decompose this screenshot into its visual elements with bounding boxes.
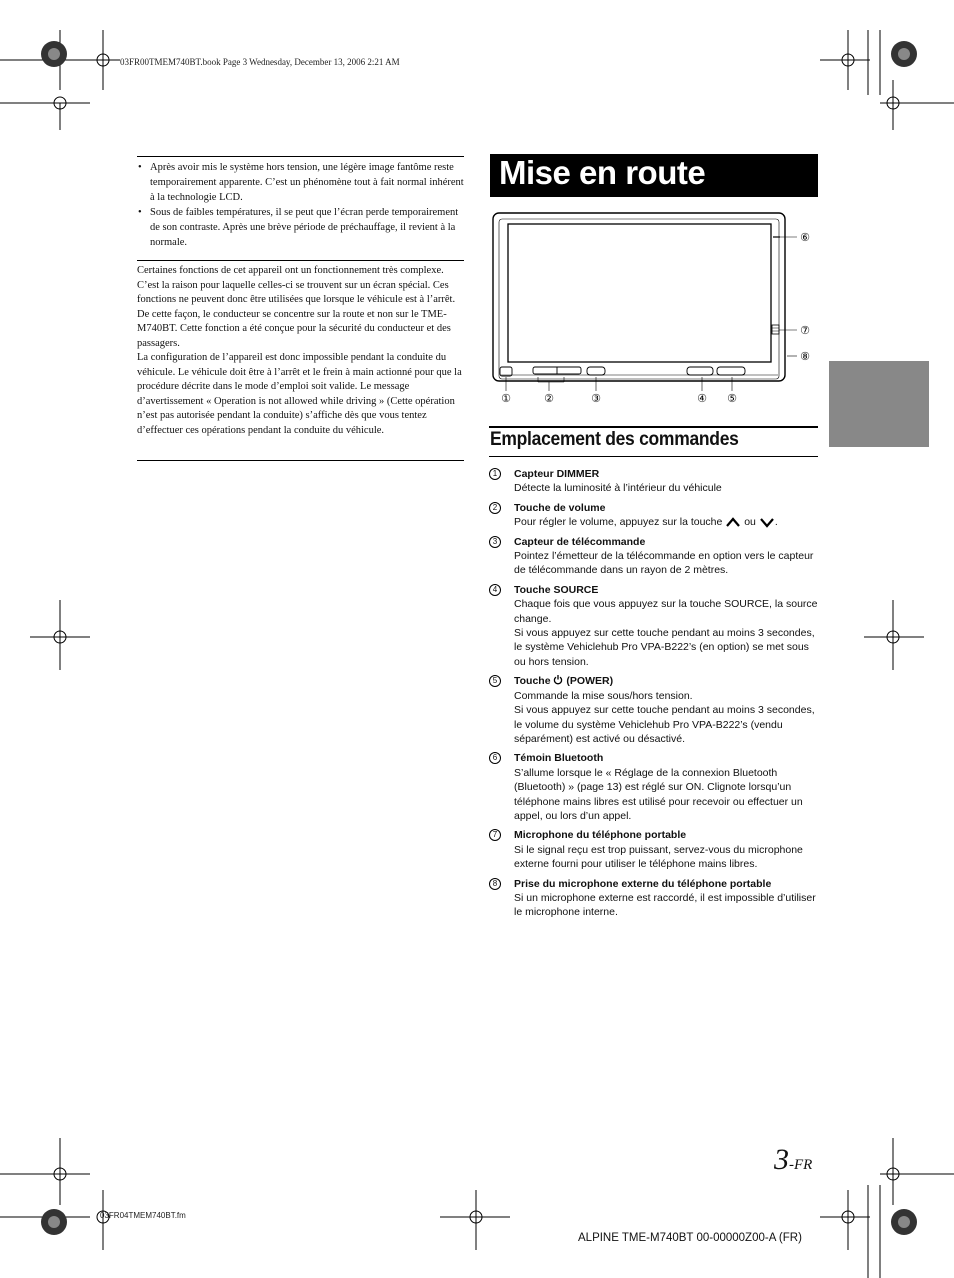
control-name: Microphone du téléphone portable xyxy=(514,829,687,842)
notes-list xyxy=(137,160,464,250)
note-item: • Après avoir mis le système hors tension, une légère image fantôme reste temporairement apparente. C’est un phénomène tout à fait normal inhérent à la technologie LCD. xyxy=(137,160,464,205)
safety-paragraph: La configuration de l’appareil est donc impossible pendant la conduite du véhicule. Le véhicule doit être à l’arrêt et le frein à main actionné pour que la procédure décrite dans le mode d’emploi soit valide. Le message d’avertissement « Operation is not allowed while driving » (Cette opération n’est pas autorisée pendant la conduite) s’affiche dès que vous tentez d’effectuer ces opérations pendant la conduite du véhicule. xyxy=(137,352,462,436)
control-item xyxy=(489,828,819,871)
title-bar xyxy=(490,154,818,197)
dimmer-sensor xyxy=(500,367,512,376)
callout-label: ③ xyxy=(591,393,601,405)
desc-text: . xyxy=(774,516,778,529)
callout-label: ⑤ xyxy=(727,393,737,405)
item-number: 1 xyxy=(489,468,501,480)
notes-top-rule xyxy=(137,156,464,157)
control-desc: Si un microphone externe est raccordé, il est impossible d’utiliser le microphone interne. xyxy=(514,891,816,919)
page-title: Mise en route xyxy=(499,154,706,191)
control-item xyxy=(489,535,819,578)
item-number: 8 xyxy=(489,878,501,890)
name-text: (POWER) xyxy=(566,675,614,688)
microphone xyxy=(772,325,779,334)
control-desc: Chaque fois que vous appuyez sur la touche SOURCE, la source change. xyxy=(514,598,818,625)
control-item xyxy=(489,877,819,920)
control-item xyxy=(489,583,819,669)
callout-label: ⑧ xyxy=(800,351,810,363)
control-desc: Si vous appuyez sur cette touche pendant au moins 3 secondes, le volume du système Vehiclehub Pro VPA-B222’s (vendu séparément) est activé ou désactivé. xyxy=(514,704,815,745)
control-desc xyxy=(514,515,819,529)
callout-label: ⑦ xyxy=(800,325,810,337)
name-text: Touche xyxy=(514,675,551,688)
source-key xyxy=(687,367,713,375)
item-number: 5 xyxy=(489,675,501,687)
control-name: Capteur de télécommande xyxy=(514,535,646,548)
control-name: Témoin Bluetooth xyxy=(514,752,604,765)
page-number-value: 3 xyxy=(774,1143,789,1176)
device-diagram xyxy=(490,210,818,410)
callout-label: ② xyxy=(544,393,554,405)
control-item xyxy=(489,751,819,823)
page-suffix: -FR xyxy=(789,1157,813,1173)
control-desc: S’allume lorsque le « Réglage de la connexion Bluetooth (Bluetooth) » (page 13) est réglé sur ON. Clignote lorsqu’un téléphone mains libres est utilisé pour recevoir ou effectuer un appel, ou lors d’un appel. xyxy=(514,766,803,822)
chevron-down-icon xyxy=(759,516,775,528)
item-number: 7 xyxy=(489,829,501,841)
callout-label: ④ xyxy=(697,393,707,405)
control-name: Prise du microphone externe du téléphone portable xyxy=(514,877,772,890)
note-item: • Sous de faibles températures, il se peut que l’écran perde temporairement de son contraste. Après une brève période de préchauffage, il revient à la normale. xyxy=(137,205,464,250)
section-heading: Emplacement des commandes xyxy=(490,429,739,450)
control-item xyxy=(489,674,819,746)
section-rule-top xyxy=(489,426,818,428)
remote-sensor xyxy=(587,367,605,375)
control-name: Touche de volume xyxy=(514,501,606,514)
control-name: Capteur DIMMER xyxy=(514,468,600,480)
safety-bottom-rule xyxy=(137,460,464,461)
chevron-up-icon xyxy=(725,516,741,528)
control-desc: Détecte la luminosité à l’intérieur du véhicule xyxy=(514,482,722,495)
control-desc: Si le signal reçu est trop puissant, servez-vous du microphone externe fourni pour utiliser le téléphone mains libres. xyxy=(514,843,803,871)
item-number: 3 xyxy=(489,536,501,548)
chapter-tab xyxy=(829,361,929,447)
model-footer: ALPINE TME-M740BT 00-00000Z00-A (FR) xyxy=(578,1232,802,1244)
safety-paragraph: Certaines fonctions de cet appareil ont un fonctionnement très complexe. C’est la raison pour laquelle celles-ci se trouvent sur un écran spécial. Ces fonctions ne peuvent donc être utilisées que lorsque le véhicule est à l’arrêt. De cette façon, le conducteur se concentre sur la route et non sur le TME-M740BT. Cette fonction a été conçue pour la sécurité du conducteur et des passagers. xyxy=(137,265,456,349)
controls-list xyxy=(489,467,819,925)
print-footer: 03FR04TMEM740BT.fm xyxy=(100,1211,186,1220)
control-desc: Commande la mise sous/hors tension. xyxy=(514,689,693,702)
callout-label: ① xyxy=(501,393,511,405)
print-header: 03FR00TMEM740BT.book Page 3 Wednesday, December 13, 2006 2:21 AM xyxy=(120,57,400,67)
power-key xyxy=(717,367,745,375)
notes-bottom-rule xyxy=(137,260,464,261)
callout-label: ⑥ xyxy=(800,232,810,244)
item-number: 2 xyxy=(489,502,501,514)
item-number: 4 xyxy=(489,584,501,596)
control-desc: Si vous appuyez sur cette touche pendant au moins 3 secondes, le système Vehiclehub Pro VPA-B222’s (en option) se met sous ou hors tension. xyxy=(514,627,815,668)
desc-text: ou xyxy=(744,516,756,529)
device-screen xyxy=(508,224,771,362)
control-item xyxy=(489,501,819,530)
control-name xyxy=(514,674,819,688)
control-item xyxy=(489,467,819,496)
safety-text xyxy=(137,264,464,438)
control-desc: Pointez l’émetteur de la télécommande en option vers le capteur de télécommande dans un rayon de 2 mètres. xyxy=(514,550,814,577)
section-rule-bottom xyxy=(489,456,818,457)
page-number xyxy=(774,1143,812,1177)
control-name: Touche SOURCE xyxy=(514,583,599,596)
device-bezel xyxy=(493,213,785,381)
power-icon xyxy=(553,674,563,685)
desc-text: Pour régler le volume, appuyez sur la touche xyxy=(514,516,723,529)
item-number: 6 xyxy=(489,752,501,764)
